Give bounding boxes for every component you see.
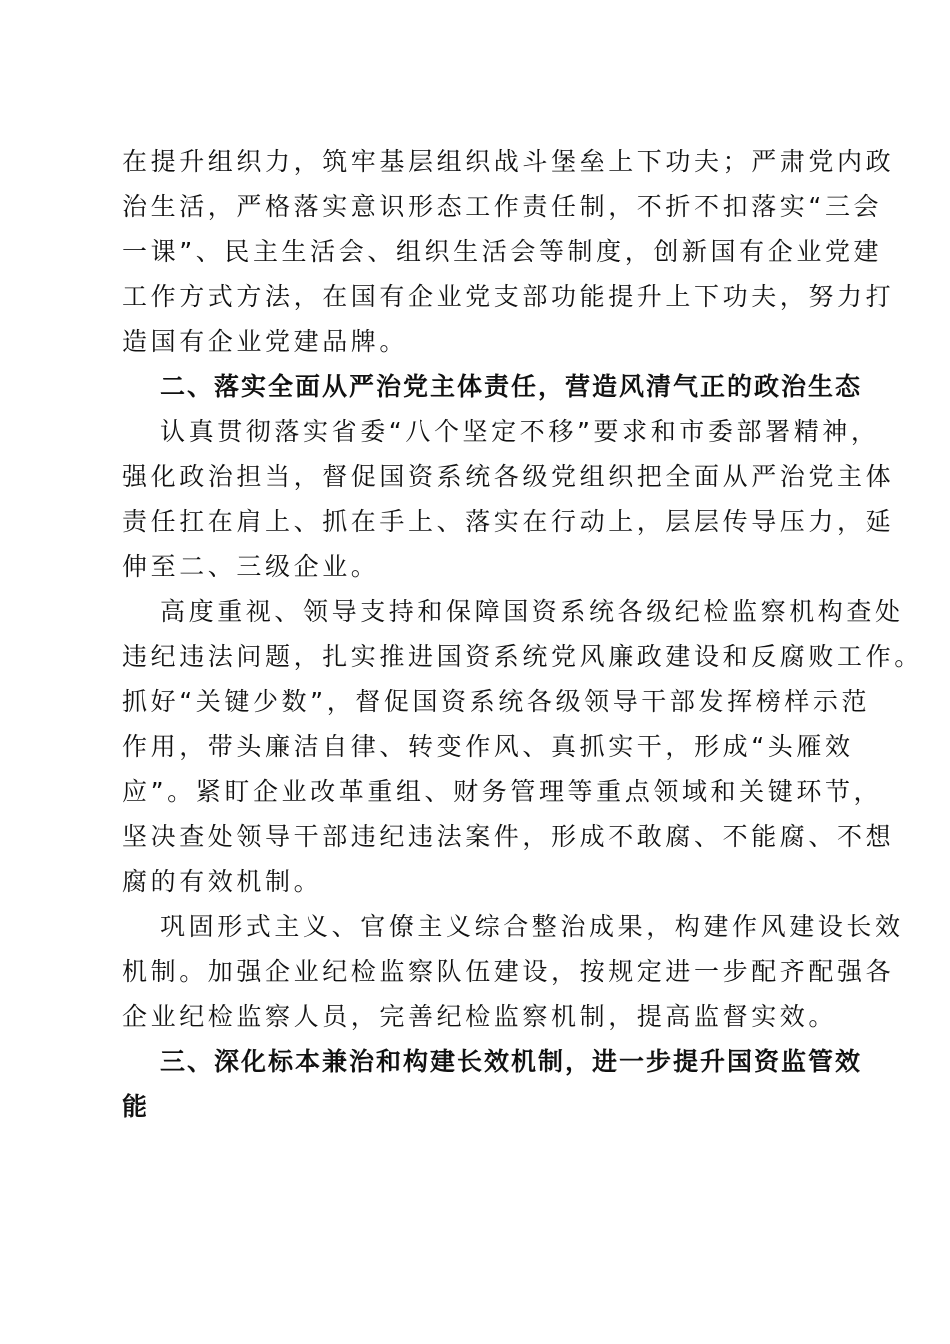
section-heading-3-line-1: 三、深化标本兼治和构建长效机制，进一步提升国资监管效 bbox=[160, 1047, 863, 1076]
section-heading-3-line-2: 能 bbox=[122, 1092, 150, 1121]
paragraph-4-line-3: 企业纪检监察人员，完善纪检监察机制，提高监督实效。 bbox=[122, 1002, 838, 1031]
paragraph-2-line-3: 责任扛在肩上、抓在手上、落实在行动上，层层传导压力，延 bbox=[122, 507, 895, 536]
paragraph-2-line-4: 伸至二、三级企业。 bbox=[122, 552, 380, 581]
paragraph-2-line-2: 强化政治担当，督促国资系统各级党组织把全面从严治党主体 bbox=[122, 462, 895, 491]
paragraph-1-line-5: 造国有企业党建品牌。 bbox=[122, 327, 409, 356]
paragraph-4-line-2: 机制。加强企业纪检监察队伍建设，按规定进一步配齐配强各 bbox=[122, 957, 895, 986]
paragraph-1-line-2: 治生活，严格落实意识形态工作责任制，不折不扣落实“三会 bbox=[122, 192, 883, 221]
paragraph-3-line-2: 违纪违法问题，扎实推进国资系统党风廉政建设和反腐败工作。 bbox=[122, 642, 923, 671]
paragraph-3-line-5: 应”。紧盯企业改革重组、财务管理等重点领域和关键环节， bbox=[122, 777, 883, 806]
paragraph-3-line-7: 腐的有效机制。 bbox=[122, 867, 323, 896]
paragraph-3-line-4: 作用，带头廉洁自律、转变作风、真抓实干，形成“头雁效 bbox=[122, 732, 854, 761]
paragraph-2-line-1: 认真贯彻落实省委“八个坚定不移”要求和市委部署精神， bbox=[160, 417, 880, 446]
section-heading-2: 二、落实全面从严治党主体责任，营造风清气正的政治生态 bbox=[160, 372, 863, 401]
paragraph-1-line-1: 在提升组织力，筑牢基层组织战斗堡垒上下功夫；严肃党内政 bbox=[122, 147, 895, 176]
paragraph-1-line-4: 工作方式方法，在国有企业党支部功能提升上下功夫，努力打 bbox=[122, 282, 895, 311]
paragraph-4-line-1: 巩固形式主义、官僚主义综合整治成果，构建作风建设长效 bbox=[160, 912, 904, 941]
paragraph-1-line-3: 一课”、民主生活会、组织生活会等制度，创新国有企业党建 bbox=[122, 237, 883, 266]
paragraph-3-line-6: 坚决查处领导干部违纪违法案件，形成不敢腐、不能腐、不想 bbox=[122, 822, 895, 851]
paragraph-3-line-3: 抓好“关键少数”，督促国资系统各级领导干部发挥榜样示范 bbox=[122, 687, 871, 716]
paragraph-3-line-1: 高度重视、领导支持和保障国资系统各级纪检监察机构查处 bbox=[160, 597, 904, 626]
